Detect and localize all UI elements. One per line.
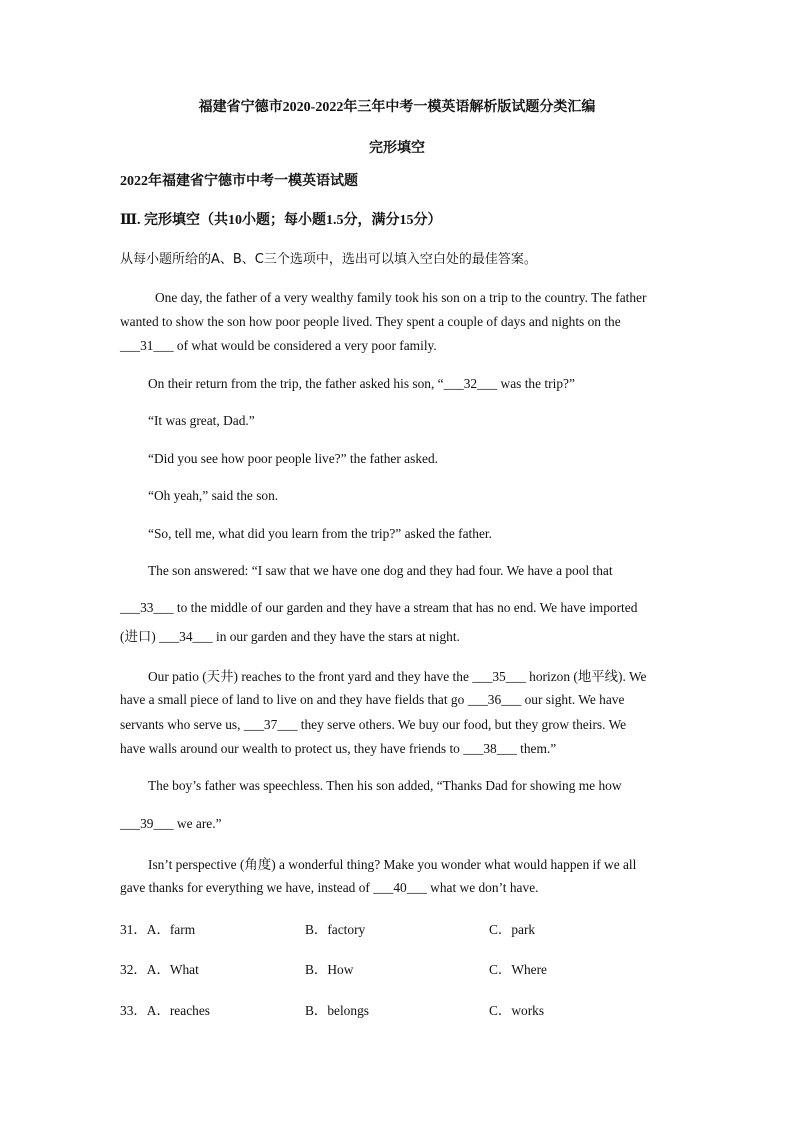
passage-text: gave thanks for everything we have, instead of <box>120 880 374 895</box>
question-31-option-b: B．factory <box>305 922 366 937</box>
question-31-option-a: 31．A．farm <box>120 922 196 937</box>
passage-text: have a small piece of land to live on and they have fields that go <box>120 692 468 707</box>
passage-line <box>120 338 437 354</box>
blank-39: ___39___ <box>120 816 174 831</box>
document-title: 福建省宁德市2020-2022年三年中考一模英语解析版试题分类汇编 <box>198 100 596 115</box>
passage-text: to the middle of our garden and they have a stream that has no end. We have imported <box>173 600 638 615</box>
passage-text: they serve others. We buy our food, but they grow theirs. We <box>297 717 627 732</box>
passage-text: what we don’t have. <box>426 880 539 895</box>
passage-text: (进口) <box>120 629 160 644</box>
passage-text: them.” <box>516 741 557 756</box>
passage-text: On their return from the trip, the father asked his son, “ <box>148 376 444 391</box>
question-33-option-a: 33．A．reaches <box>120 1003 210 1018</box>
passage-line <box>120 816 222 832</box>
passage-line <box>148 376 575 392</box>
passage-line: Isn’t perspective (角度) a wonderful thing? Make you wonder what would happen if we all <box>148 857 637 872</box>
passage-line: The boy’s father was speechless. Then his son added, “Thanks Dad for showing me how <box>148 778 622 793</box>
passage-text: our sight. We have <box>521 692 625 707</box>
passage-text: of what would be considered a very poor family. <box>173 338 437 353</box>
question-32-option-b: B．How <box>305 962 354 977</box>
document-subtitle: 完形填空 <box>369 141 425 156</box>
section-heading: Ⅲ. 完形填空（共10小题；每小题1.5分，满分15分） <box>120 213 442 228</box>
passage-text: we are.” <box>173 816 222 831</box>
passage-line <box>120 741 556 757</box>
passage-line: wanted to show the son how poor people lived. They spent a couple of days and nights on the <box>120 314 621 329</box>
passage-line: One day, the father of a very wealthy family took his son on a trip to the country. The father <box>155 290 647 305</box>
passage-text: in our garden and they have the stars at night. <box>212 629 460 644</box>
passage-line <box>120 880 538 896</box>
question-33-option-c: C．works <box>489 1003 545 1018</box>
blank-33: ___33___ <box>120 600 174 615</box>
passage-line <box>120 626 460 645</box>
passage-line: “It was great, Dad.” <box>148 413 255 428</box>
instruction-text: 从每小题所给的A、B、C三个选项中，选出可以填入空白处的最佳答案。 <box>120 252 537 267</box>
passage-line: “So, tell me, what did you learn from the trip?” asked the father. <box>148 526 492 541</box>
question-32-option-a: 32．A．What <box>120 962 199 977</box>
question-33-option-b: B．belongs <box>305 1003 369 1018</box>
blank-40: ___40___ <box>373 880 427 895</box>
passage-line <box>120 717 626 733</box>
passage-text: servants who serve us, <box>120 717 244 732</box>
passage-text: Our patio (天井) reaches to the front yard and they have the <box>148 669 473 684</box>
blank-36: ___36___ <box>467 692 522 707</box>
passage-line <box>120 600 637 616</box>
blank-38: ___38___ <box>463 741 517 756</box>
passage-line: The son answered: “I saw that we have one dog and they had four. We have a pool that <box>148 563 613 578</box>
exam-heading: 2022年福建省宁德市中考一模英语试题 <box>120 174 358 189</box>
blank-31: ___31___ <box>120 338 174 353</box>
blank-37: ___37___ <box>243 717 298 732</box>
blank-34: ___34___ <box>159 629 213 644</box>
passage-line <box>148 666 646 685</box>
blank-32: ___32___ <box>443 376 498 391</box>
passage-line <box>120 692 624 708</box>
question-32-option-c: C．Where <box>489 962 548 977</box>
passage-text: was the trip?” <box>497 376 575 391</box>
passage-line: “Oh yeah,” said the son. <box>148 488 279 503</box>
passage-text: horizon (地平线). We <box>525 669 647 684</box>
blank-35: ___35___ <box>472 669 526 684</box>
passage-text: have walls around our wealth to protect us, they have friends to <box>120 741 464 756</box>
question-31-option-c: C．park <box>489 922 536 937</box>
passage-line: “Did you see how poor people live?” the father asked. <box>148 451 439 466</box>
